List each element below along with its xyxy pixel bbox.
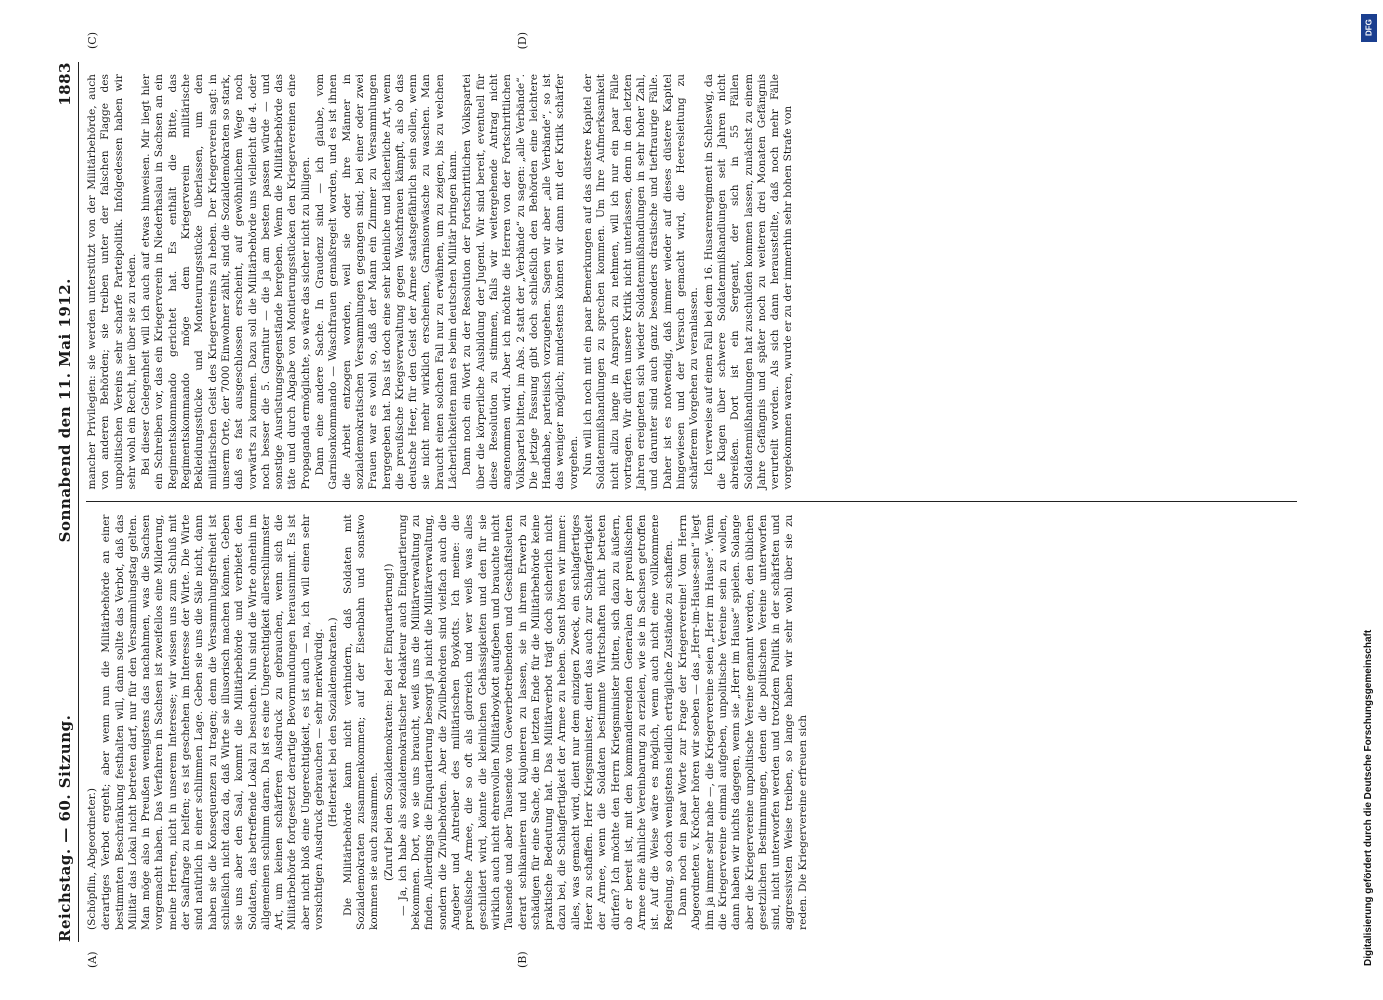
- right-column: [86, 32, 1297, 503]
- header-left: Reichstag. — 60. Sitzung.: [56, 714, 74, 942]
- margin-marker-d: (D): [516, 32, 529, 50]
- paragraph: derartiges Verbot ergeht; aber wenn nun die Militärbehörde an einer bestimmten Beschränkung festhalten will, dann sollte das Verbot, daß das Militär das Lokal nicht betreten darf, nur für den Versammlungstag gelten. Man möge also in Preußen wenigstens das nachahmen, was die Sachsen vorgemacht haben. Das Verfahren in Sachsen ist zweifellos eine Milderung, meine Herren, nicht in unserem Interesse; wir wissen uns zum Schluß mit der Saalfrage zu helfen; es ist geschehen im Interesse der Wirte. Die Wirte sind natürlich in einer schlimmen Lage. Geben sie uns die Säle nicht, dann haben sie die Konsequenzen zu tragen; denn die Versammlungsfreiheit ist schließlich nicht dazu da, daß Wirte sie illusorisch machen können. Geben sie uns aber den Saal, kommt die Militärbehörde und verbietet den Soldaten, das betreffende Lokal zu besuchen. Nun sind die Wirte ohnehin im allgemeinen schlimm daran. Da ist es eine Ungerechtigkeit allerschlimmster Art, um keinen schärferen Ausdruck zu gebrauchen, wenn sich die Militärbehörde fortgesetzt derartige Bevormundungen herausnimmt. Es ist aber nicht bloß eine Ungerechtigkeit, es ist auch — na, ich will einen sehr vorsichtigen Ausdruck gebrauchen — sehr merkwürdig.: [100, 514, 326, 930]
- paragraph: Die Militärbehörde kann nicht verhindern, daß Soldaten mit Sozialdemokraten zusammenkommen; auf der Eisenbahn und sonstwo kommen sie auch zusammen.: [341, 514, 381, 930]
- running-head: [52, 62, 79, 942]
- paragraph: Nun will ich noch mit ein paar Bemerkungen auf das düstere Kapitel der Soldatenmißhandlungen zu sprechen kommen. Um Ihre Aufmerksamkeit nicht allzu lange in Anspruch zu nehmen, will ich nur ein paar Fälle vortragen. Wir dürfen unsere Kritik nicht unterlassen, denn in den letzten Jahren ereigneten sich wieder Soldatenmißhandlungen in sehr hoher Zahl, und darunter sind auch ganz besonders drastische und tieftraurige Fälle. Daher ist es notwendig, daß immer wieder auf dieses düstere Kapitel hingewiesen und der Versuch gemacht wird, die Heeresleitung zu schärferem Vorgehen zu veranlassen.: [581, 74, 701, 490]
- header-date: Sonnabend den 11. Mai 1912.: [56, 278, 74, 543]
- paragraph: Bei dieser Gelegenheit will ich auch auf etwas hinweisen. Mir liegt hier ein Schreiben vor, das ein Kriegerverein in Niederhaslau in Sachsen an ein Regimentskommando gerichtet hat. Es enthält die Bitte, das Regimentskommando möge dem Kriegerverein militärische Bekleidungsstücke und Monteurungsstücke überlassen, um den militärischen Geist des Kriegervereins zu heben. Der Kriegerverein sagt: in unserm Orte, der 7000 Einwohner zählt, sind die Sozialdemokraten so stark, daß es fast ausgeschlossen erscheint, auf gewöhnlichem Wege noch vorwärts zu kommen. Dazu soll die Militärbehörde uns vielleicht die 4. oder noch besser die 5. Garnitur — die ja am besten passen würde — und sonstige Ausrüstungsgegenstände hergeben. Wenn die Militärbehörde das täte und durch Abgabe von Montierungsstücken den Kriegervereinen eine Propaganda ermöglichte, so wäre das sicher nicht zu billigen.: [140, 74, 312, 490]
- paragraph: mancher Privilegien: sie werden unterstützt von der Militärbehörde, auch von anderen Behörden; sie treiben unter der falschen Flagge des unpolitischen Vereins sehr scharfe Parteipolitik. Infolgedessen haben wir sehr wohl ein Recht, hier über sie zu reden.: [86, 74, 138, 490]
- paragraph: Dann noch ein Wort zu der Resolution der Fortschrittlichen Volkspartei über die körperliche Ausbildung der Jugend. Wir sind bereit, eventuell für diese Resolution zu stimmen, falls wir weitergehende Antrag nicht angenommen wird. Aber ich möchte die Herren von der Fortschrittlichen Volkspartei bitten, im Abs. 2 statt der „Verbände“ zu sagen: „alle Verbände“. Die jetzige Fassung gibt doch schließlich den Behörden eine leichtere Handhabe, parteiisch vorzugehen. Sagen wir aber „alle Verbände“, so ist das weniger möglich; mindestens können wir dann mit der Kritik schärfer vorgehen.: [461, 74, 580, 490]
- paragraph: Ich verweise auf einen Fall bei dem 16. Husarenregiment in Schleswig, da die Klagen über schwere Soldatenmißhandlungen seit Jahren nicht abreißen. Dort ist ein Sergeant, der sich in 55 Fällen Soldatenmißhandlungen hat zuschulden kommen lassen, zunächst zu einem Jahre Gefängnis und später noch zu weiteren drei Monaten Gefängnis verurteilt worden. Als sich dann herausstellte, daß noch mehr Fälle vorgekommen waren, wurde er zu der immerhin sehr hohen Strafe von: [702, 74, 795, 490]
- dfg-logo: DFG: [1361, 14, 1377, 42]
- paragraph: — Ja, ich habe als sozialdemokratischer Redakteur auch Einquartierung bekommen. Dort, wo sie uns braucht, weiß uns die Militärverwaltung zu finden. Allerdings die Einquartierung besorgt ja nicht die Militärverwaltung, sondern die Zivilbehörden. Aber die Zivilbehörden sind vielfach auch die Angeber und Antreiber des militärischen Boykotts. Ich meine: die preußische Armee, die so oft als glorreich und wer weiß was alles geschildert wird, könnte die kleinlichen Gehässigkeiten und den für sie wirklich auch nicht ehrenvollen Militärboykott aufgeben und brauchte nicht Tausende und aber Tausende von Gewerbetreibenden und Geschäftsleuten derart schikanieren und kujonieren zu lassen, sie in ihrem Erwerb zu schädigen für eine Sache, die im letzten Ende für die Militärbehörde keine praktische Bedeutung hat. Das Militärverbot trägt doch sicherlich nicht dazu bei, die Schlagfertigkeit der Armee zu heben. Sonst hören wir immer: alles, was gemacht wird, dient nur dem einzigen Zweck, ein schlagfertiges Heer zu schaffen. Herr Kriegsminister, dient das auch zur Schlagfertigkeit der Armee, wenn die Soldaten bestimmte Wirtschaften nicht betreten dürfen? Ich möchte den Herrn Kriegsminister bitten, sich dazu zu äußern, ob er bereit ist, mit den kommandierenden Generalen der preußischen Armee eine ähnliche Vereinbarung zu erzielen, wie sie in Sachsen getroffen ist. Auf die Weise wäre es möglich, wenn auch nicht eine vollkommene Regelung, so doch wenigstens leidlich erträgliche Zustände zu schaffen.: [396, 514, 675, 930]
- paragraph: Dann noch ein paar Worte zur Frage der Kriegervereine! Vom Herrn Abgeordneten v. Kröcher hören wir soeben — das „Herr-im-Hause-sein“ liegt ihm ja immer sehr nahe —, die Kriegervereine seien „Herr im Hause“. Wenn die Kriegervereine einmal aufgeben, unpolitische Vereine sein zu wollen, dann haben wir nichts dagegen, wenn sie „Herr im Hause“ spielen. Solange aber die Kriegervereine unpolitische Vereine genannt werden, den üblichen gesetzlichen Bestimmungen, denen die politischen Vereine unterworfen sind, nicht unterworfen werden und trotzdem Politik in der schärfsten und aggressivsten Weise treiben, so lange haben wir sehr wohl über sie zu reden. Die Kriegervereine erfreuen sich: [677, 514, 809, 930]
- margin-marker-c: (C): [86, 32, 99, 49]
- scanned-page: [52, 32, 1297, 968]
- margin-marker-a: (A): [86, 951, 99, 968]
- interjection: (Zuruf bei den Sozialdemokraten: Bei der Einquartierung!): [382, 563, 395, 881]
- interjection: (Heiterkeit bei den Sozialdemokraten.): [327, 617, 340, 828]
- text-columns: [86, 32, 1297, 968]
- speaker-line: (Schöpflin, Abgeordneter.): [86, 787, 98, 930]
- margin-marker-b: (B): [516, 951, 529, 968]
- page-number: 1883: [56, 62, 74, 106]
- dfg-credit-strip: [1359, 6, 1381, 996]
- paragraph: Dann eine andere Sache. In Graudenz sind — ich glaube, vom Garnisonkommando — Waschfrauen gemaßregelt worden, und es ist ihnen die Arbeit entzogen worden, weil sie oder ihre Männer in sozialdemokratischen Versammlungen gegangen sind; bei einer oder zwei Frauen war es wohl so, daß der Mann ein Zimmer zu Versammlungen hergegeben hat. Das ist doch eine sehr kleinliche und lächerliche Art, wenn die preußische Kriegsverwaltung gegen Waschfrauen kämpft, als ob das deutsche Heer, für den Geist der Armee staatsgefährlich sein sollen, wenn sie nicht mehr wirklich erscheinen, Garnisonwäsche zu waschen. Man braucht einen solchen Fall nur zu erwähnen, um zu zeigen, bis zu welchen Lächerlichkeiten man es beim deutschen Militär bringen kann.: [314, 74, 460, 490]
- dfg-credit-text: Digitalisierung gefördert durch die Deutsche Forschungsgemeinschaft: [1363, 629, 1374, 966]
- left-column: [86, 503, 1297, 968]
